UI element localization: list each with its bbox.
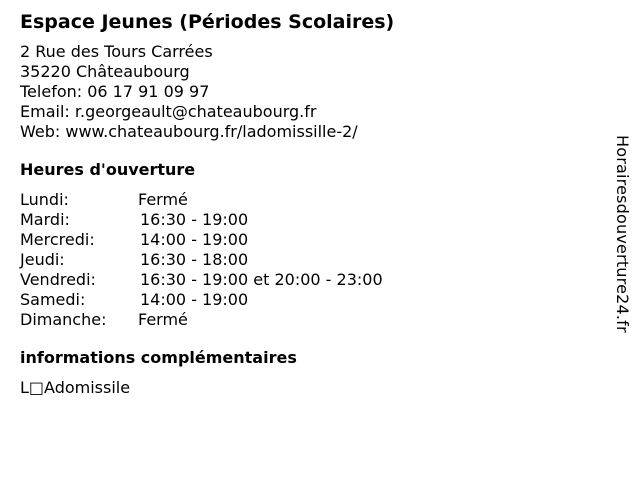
- time-value: 14:00 - 19:00: [140, 230, 249, 249]
- hours-row-vendredi: [20, 270, 600, 290]
- hours-row-mardi: [20, 210, 600, 230]
- email-line[interactable]: Email: r.georgeault@chateaubourg.fr: [20, 102, 317, 121]
- site-brand-vertical: Horairesdouverture24.fr: [613, 135, 632, 333]
- day-label: Vendredi:: [20, 270, 96, 289]
- day-label: Lundi:: [20, 190, 69, 209]
- hours-row-samedi: [20, 290, 600, 310]
- business-card: [20, 0, 600, 398]
- hours-row-jeudi: [20, 250, 600, 270]
- phone-line[interactable]: Telefon: 06 17 91 09 97: [20, 82, 210, 101]
- day-label: Dimanche:: [20, 310, 107, 329]
- hours-heading: Heures d'ouverture: [20, 160, 196, 179]
- hours-list: [20, 190, 600, 330]
- time-value: 16:30 - 18:00: [140, 250, 249, 269]
- hours-row-lundi: [20, 190, 600, 210]
- time-value: 14:00 - 19:00: [140, 290, 249, 309]
- info-heading: informations complémentaires: [20, 348, 297, 367]
- time-value: Fermé: [138, 190, 188, 209]
- day-label: Samedi:: [20, 290, 86, 309]
- info-text: L□Adomissile: [20, 378, 131, 397]
- day-label: Jeudi:: [20, 250, 65, 269]
- day-label: Mardi:: [20, 210, 70, 229]
- street-address: 2 Rue des Tours Carrées: [20, 42, 213, 61]
- address-block: [20, 42, 600, 142]
- hours-row-mercredi: [20, 230, 600, 250]
- city-address: 35220 Châteaubourg: [20, 62, 190, 81]
- day-label: Mercredi:: [20, 230, 95, 249]
- time-value: Fermé: [138, 310, 188, 329]
- page-title: Espace Jeunes (Périodes Scolaires): [20, 11, 395, 33]
- time-value: 16:30 - 19:00: [140, 210, 249, 229]
- time-value: 16:30 - 19:00 et 20:00 - 23:00: [140, 270, 383, 289]
- web-line[interactable]: Web: www.chateaubourg.fr/ladomissille-2/: [20, 122, 358, 141]
- hours-row-dimanche: [20, 310, 600, 330]
